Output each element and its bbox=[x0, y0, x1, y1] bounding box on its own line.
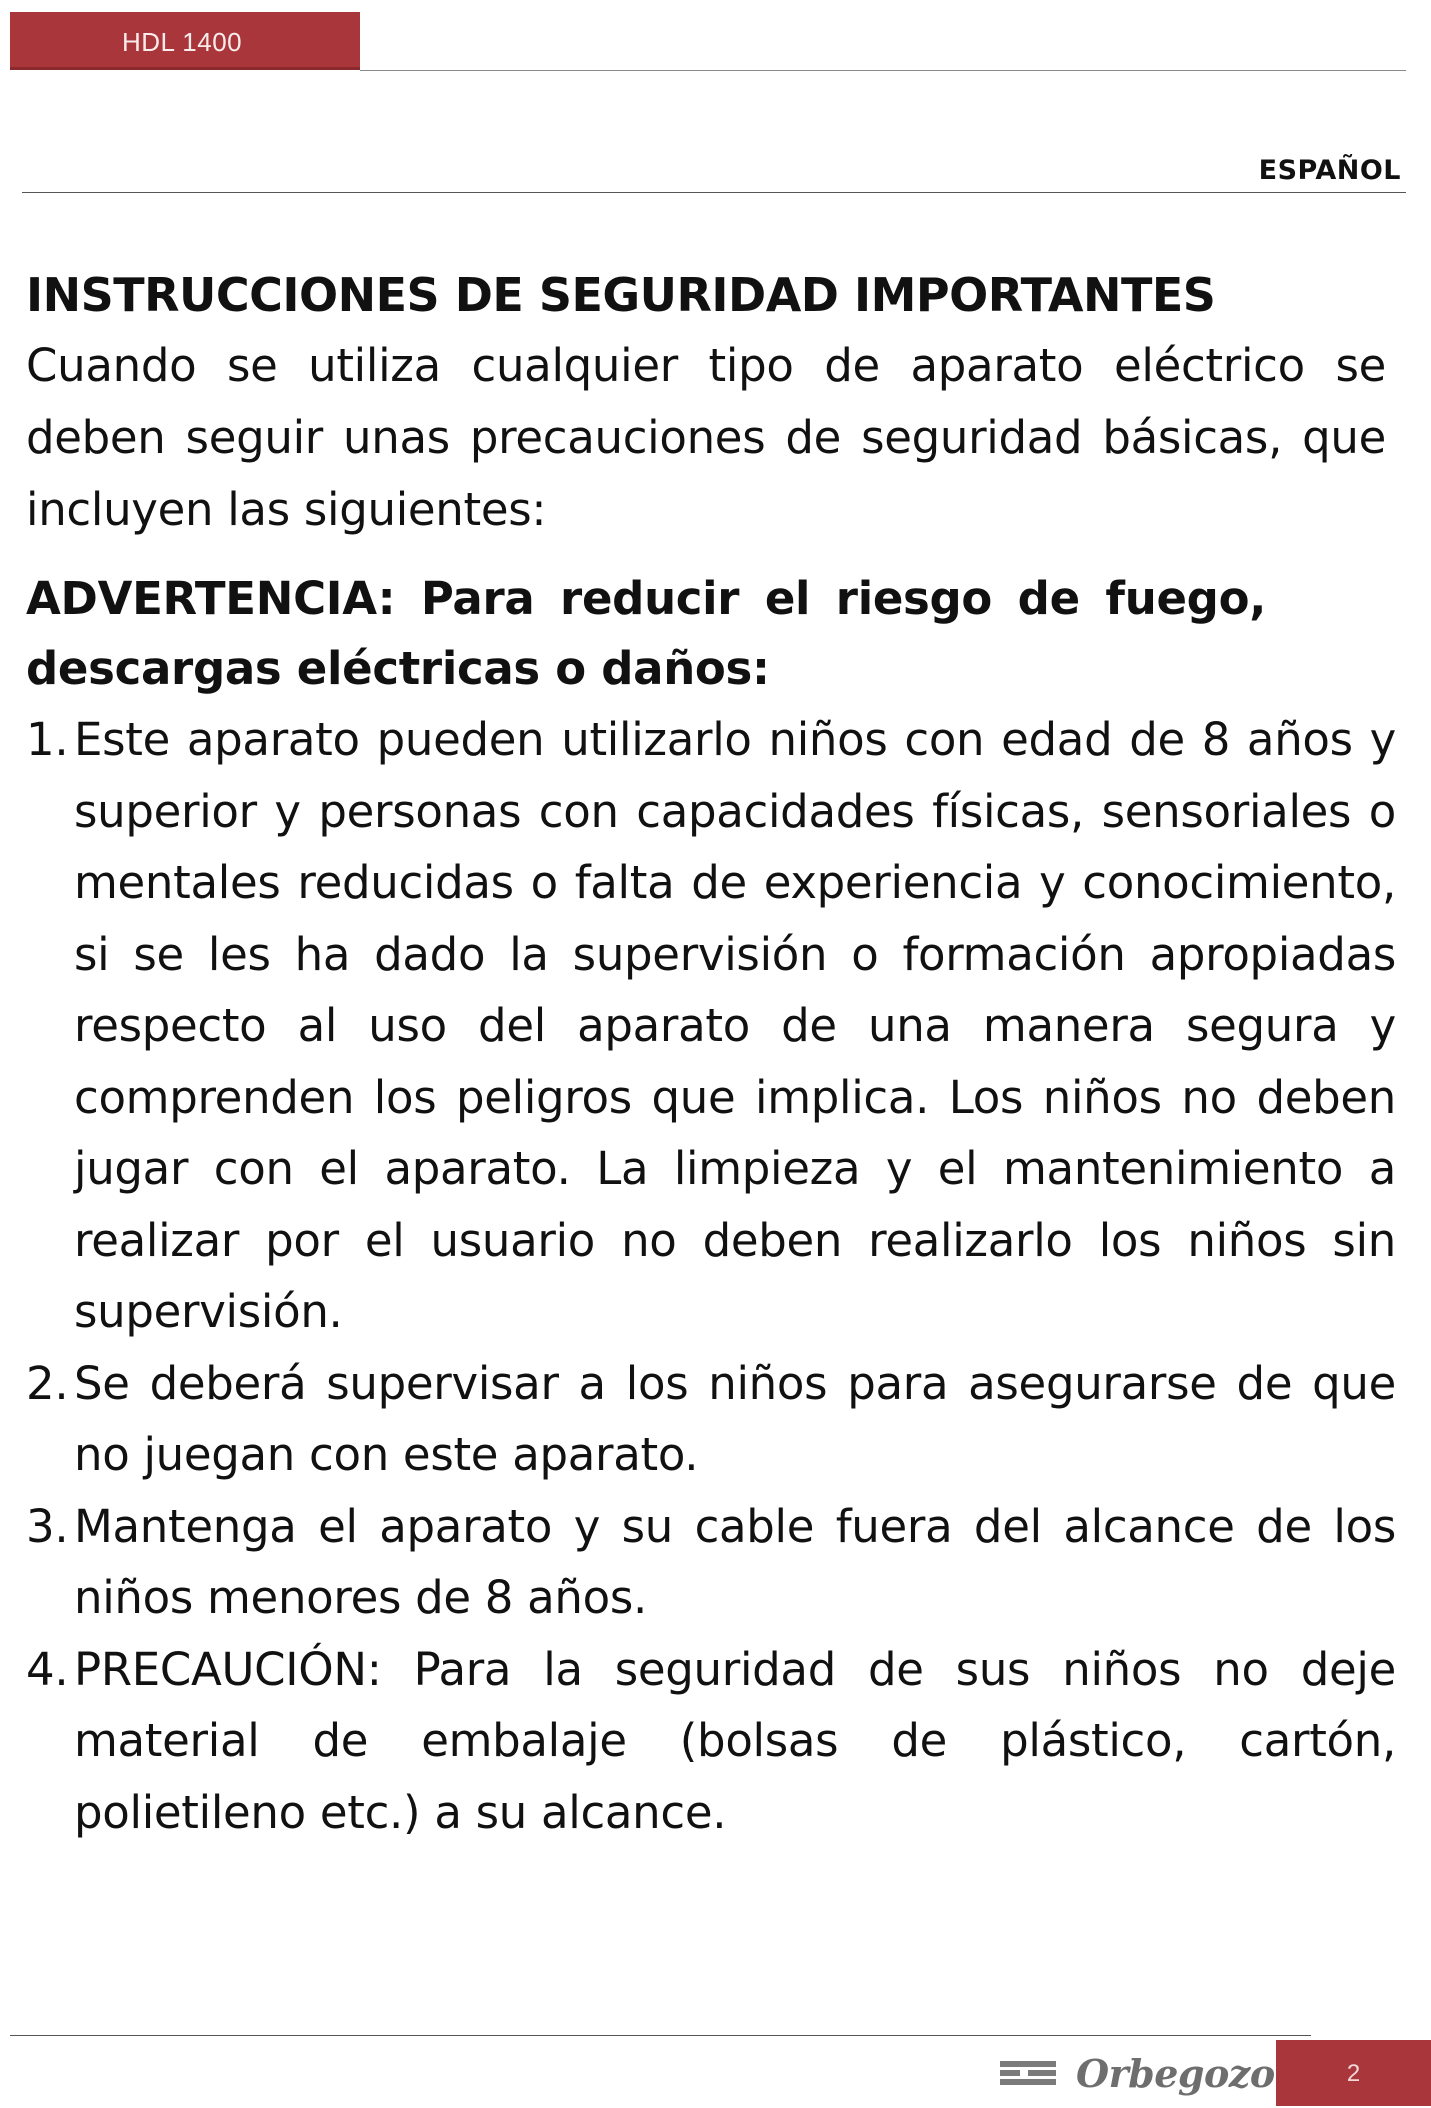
list-item-number: 4. bbox=[26, 1642, 69, 1696]
list-item bbox=[26, 1491, 1396, 1634]
list-item-number: 1. bbox=[26, 713, 69, 766]
document-body bbox=[26, 260, 1396, 1848]
list-item-number: 2. bbox=[26, 1356, 69, 1410]
page-number-box bbox=[1276, 2040, 1431, 2106]
page-number: 2 bbox=[1346, 2060, 1361, 2087]
language-divider bbox=[22, 192, 1406, 193]
safety-list bbox=[26, 704, 1396, 1848]
list-item bbox=[26, 1348, 1396, 1491]
brand-name: Orbegozo bbox=[1076, 2050, 1275, 2096]
intro-paragraph: Cuando se utiliza cualquier tipo de aparato eléctrico se deben seguir unas precauciones de seguridad básicas, que incluyen las siguientes: bbox=[26, 339, 1386, 536]
list-item bbox=[26, 1634, 1396, 1849]
model-tab bbox=[10, 12, 360, 70]
list-item-text: Se deberá supervisar a los niños para asegurarse de que no juegan con este aparato. bbox=[74, 1356, 1396, 1481]
list-item-text: Mantenga el aparato y su cable fuera del alcance de los niños menores de 8 años. bbox=[74, 1499, 1396, 1624]
model-label: HDL 1400 bbox=[122, 27, 243, 57]
header-divider bbox=[360, 70, 1406, 71]
brand-mark-icon bbox=[1000, 2057, 1060, 2089]
list-item-text: PRECAUCIÓN: Para la seguridad de sus niños no deje material de embalaje (bolsas de plástico, cartón, polietileno etc.) a su alcance. bbox=[74, 1642, 1396, 1839]
page-title: INSTRUCCIONES DE SEGURIDAD IMPORTANTES bbox=[26, 268, 1216, 322]
brand-logo bbox=[1000, 2048, 1275, 2098]
list-item-number: 3. bbox=[26, 1499, 69, 1553]
list-item bbox=[26, 704, 1396, 1348]
list-item-text: Este aparato pueden utilizarlo niños con edad de 8 años y superior y personas con capacidades físicas, sensoriales o mentales reducidas o falta de experiencia y conocimiento, si se les ha dado la supervisión o formación apropiadas respecto al uso del aparato de una manera segura y comprenden los peligros que implica. Los niños no deben jugar con el aparato. La limpieza y el mantenimiento a realizar por el usuario no deben realizarlo los niños sin supervisión. bbox=[74, 713, 1396, 1338]
language-label: ESPAÑOL bbox=[1258, 155, 1401, 186]
warning-heading: ADVERTENCIA: Para reducir el riesgo de fuego, descargas eléctricas o daños: bbox=[26, 572, 1266, 695]
footer-divider bbox=[10, 2035, 1311, 2036]
